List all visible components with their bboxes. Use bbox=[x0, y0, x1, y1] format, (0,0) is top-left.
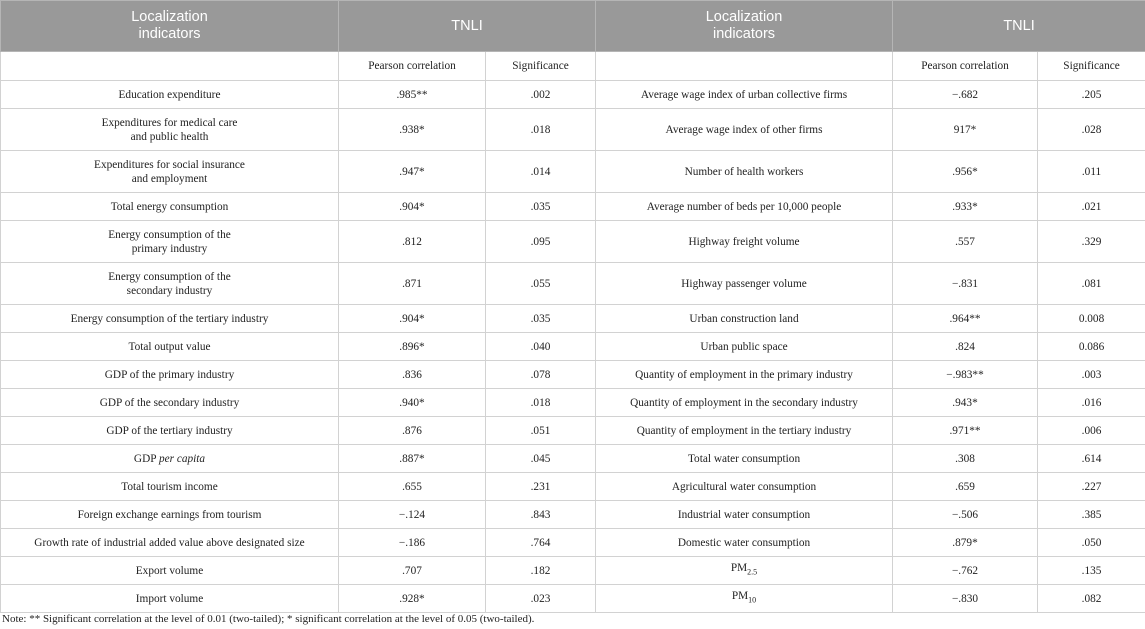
pearson-left: .871 bbox=[402, 277, 422, 290]
pearson-right: .956* bbox=[952, 165, 978, 178]
indicator-right-cell bbox=[596, 221, 893, 263]
significance-left: .014 bbox=[530, 165, 551, 178]
pearson-left: −.124 bbox=[398, 508, 426, 521]
table-row bbox=[1, 109, 1145, 151]
indicator-right-cell bbox=[596, 81, 893, 109]
pearson-left-cell bbox=[339, 389, 486, 417]
table-row bbox=[1, 529, 1145, 557]
table-row bbox=[1, 501, 1145, 529]
indicator-right: Average number of beds per 10,000 people bbox=[646, 200, 842, 213]
indicator-left-cell bbox=[1, 151, 339, 193]
pearson-left-cell bbox=[339, 81, 486, 109]
significance-right: .021 bbox=[1081, 200, 1102, 213]
subheader-significance-right: Significance bbox=[1038, 52, 1145, 81]
pearson-left-cell bbox=[339, 305, 486, 333]
significance-left: .095 bbox=[530, 235, 551, 248]
pearson-right-cell bbox=[893, 333, 1038, 361]
indicator-left-cell bbox=[1, 221, 339, 263]
indicator-left: Total output value bbox=[128, 340, 211, 353]
significance-left: .764 bbox=[530, 536, 551, 549]
significance-left-cell bbox=[486, 221, 596, 263]
pearson-left: .940* bbox=[399, 396, 425, 409]
significance-right-cell bbox=[1038, 585, 1145, 613]
pearson-left-cell bbox=[339, 585, 486, 613]
table-row bbox=[1, 333, 1145, 361]
indicator-right-cell bbox=[596, 557, 893, 585]
significance-right: 0.086 bbox=[1078, 340, 1105, 353]
indicator-right-cell bbox=[596, 151, 893, 193]
pearson-left: .896* bbox=[399, 340, 425, 353]
header-localization-indicators-right: Localization indicators bbox=[596, 1, 893, 52]
significance-left-cell bbox=[486, 585, 596, 613]
header-tnli-right: TNLI bbox=[893, 1, 1145, 52]
significance-left-cell bbox=[486, 109, 596, 151]
indicator-right: Domestic water consumption bbox=[677, 536, 811, 549]
indicator-left-cell bbox=[1, 109, 339, 151]
pearson-right-cell bbox=[893, 445, 1038, 473]
pearson-right-cell bbox=[893, 221, 1038, 263]
significance-left: .051 bbox=[530, 424, 551, 437]
indicator-left-cell bbox=[1, 305, 339, 333]
table-row bbox=[1, 151, 1145, 193]
indicator-right-cell bbox=[596, 389, 893, 417]
indicator-left-cell bbox=[1, 193, 339, 221]
subheader-empty-right bbox=[596, 52, 893, 81]
table-row bbox=[1, 361, 1145, 389]
significance-left: .023 bbox=[530, 592, 551, 605]
pearson-right: .933* bbox=[952, 200, 978, 213]
indicator-left-cell bbox=[1, 529, 339, 557]
pearson-right: 917* bbox=[953, 123, 977, 136]
pearson-left: .655 bbox=[402, 480, 422, 493]
table-row bbox=[1, 389, 1145, 417]
significance-left-cell bbox=[486, 529, 596, 557]
significance-right-cell bbox=[1038, 109, 1145, 151]
pearson-right-cell bbox=[893, 389, 1038, 417]
pearson-left: .938* bbox=[399, 123, 425, 136]
indicator-left: Export volume bbox=[135, 564, 204, 577]
indicator-right-cell bbox=[596, 417, 893, 445]
significance-right-cell bbox=[1038, 473, 1145, 501]
indicator-left-cell bbox=[1, 263, 339, 305]
significance-right-cell bbox=[1038, 151, 1145, 193]
significance-left: .035 bbox=[530, 200, 551, 213]
significance-right-cell bbox=[1038, 529, 1145, 557]
pearson-left: .904* bbox=[399, 200, 425, 213]
indicator-left: GDP of the tertiary industry bbox=[106, 424, 233, 437]
indicator-right-cell bbox=[596, 585, 893, 613]
significance-right: .011 bbox=[1081, 165, 1102, 178]
significance-left-cell bbox=[486, 193, 596, 221]
table-row bbox=[1, 81, 1145, 109]
indicator-right: Number of health workers bbox=[684, 165, 804, 178]
significance-left-cell bbox=[486, 417, 596, 445]
pearson-right: .308 bbox=[955, 452, 975, 465]
indicator-left: Import volume bbox=[135, 592, 204, 605]
pearson-right-cell bbox=[893, 361, 1038, 389]
pearson-left-cell bbox=[339, 557, 486, 585]
significance-right: .227 bbox=[1081, 480, 1102, 493]
significance-left-cell bbox=[486, 263, 596, 305]
significance-left-cell bbox=[486, 151, 596, 193]
indicator-right-cell bbox=[596, 361, 893, 389]
significance-right-cell bbox=[1038, 361, 1145, 389]
pearson-left: .812 bbox=[402, 235, 422, 248]
indicator-right-cell bbox=[596, 109, 893, 151]
indicator-right: Urban public space bbox=[700, 340, 788, 353]
significance-right: .016 bbox=[1081, 396, 1102, 409]
pearson-left-cell bbox=[339, 529, 486, 557]
table-row bbox=[1, 585, 1145, 613]
indicator-left-cell bbox=[1, 333, 339, 361]
indicator-right: Average wage index of other firms bbox=[665, 123, 823, 136]
pearson-right-cell bbox=[893, 193, 1038, 221]
subheader-row bbox=[1, 52, 1145, 81]
indicator-right-cell bbox=[596, 473, 893, 501]
indicator-right-cell bbox=[596, 263, 893, 305]
pearson-right-cell bbox=[893, 151, 1038, 193]
significance-left: .231 bbox=[530, 480, 551, 493]
significance-right: .614 bbox=[1081, 452, 1102, 465]
pearson-right-cell bbox=[893, 263, 1038, 305]
indicator-left: Growth rate of industrial added value above designated size bbox=[34, 536, 305, 549]
pearson-right-cell bbox=[893, 557, 1038, 585]
significance-left-cell bbox=[486, 389, 596, 417]
indicator-right-cell bbox=[596, 445, 893, 473]
indicator-left-cell bbox=[1, 417, 339, 445]
significance-right: .329 bbox=[1081, 235, 1102, 248]
significance-right: .135 bbox=[1081, 564, 1102, 577]
indicator-right: Highway freight volume bbox=[688, 235, 800, 248]
pearson-right: −.983** bbox=[946, 368, 984, 381]
indicator-right: Urban construction land bbox=[689, 312, 799, 325]
significance-left: .182 bbox=[530, 564, 551, 577]
table-row bbox=[1, 305, 1145, 333]
indicator-left-cell bbox=[1, 585, 339, 613]
pearson-right-cell bbox=[893, 585, 1038, 613]
header-localization-indicators-left: Localization indicators bbox=[1, 1, 339, 52]
table-row bbox=[1, 263, 1145, 305]
pearson-right: .879* bbox=[952, 536, 978, 549]
significance-right: .050 bbox=[1081, 536, 1102, 549]
significance-left-cell bbox=[486, 501, 596, 529]
significance-right: .081 bbox=[1081, 277, 1102, 290]
significance-right-cell bbox=[1038, 305, 1145, 333]
indicator-left-cell bbox=[1, 389, 339, 417]
significance-right: .003 bbox=[1081, 368, 1102, 381]
indicator-left: Education expenditure bbox=[118, 88, 221, 101]
significance-right-cell bbox=[1038, 81, 1145, 109]
header-row bbox=[1, 1, 1145, 52]
significance-right: .082 bbox=[1081, 592, 1102, 605]
significance-left: .018 bbox=[530, 396, 551, 409]
pearson-right-cell bbox=[893, 109, 1038, 151]
pearson-right: −.762 bbox=[951, 564, 979, 577]
significance-right-cell bbox=[1038, 417, 1145, 445]
table-row bbox=[1, 221, 1145, 263]
table-row bbox=[1, 193, 1145, 221]
pearson-left: .947* bbox=[399, 165, 425, 178]
pearson-right: −.830 bbox=[951, 592, 979, 605]
pearson-right: −.506 bbox=[951, 508, 979, 521]
pearson-left: .928* bbox=[399, 592, 425, 605]
significance-left-cell bbox=[486, 473, 596, 501]
indicator-right: $PM_{2.5}$ bbox=[730, 562, 758, 577]
indicator-right-cell bbox=[596, 501, 893, 529]
pearson-left: .904* bbox=[399, 312, 425, 325]
pearson-right-cell bbox=[893, 501, 1038, 529]
indicator-left-cell bbox=[1, 361, 339, 389]
significance-left: .055 bbox=[530, 277, 551, 290]
significance-right-cell bbox=[1038, 333, 1145, 361]
header-tnli-left: TNLI bbox=[339, 1, 596, 52]
significance-left-cell bbox=[486, 81, 596, 109]
pearson-left-cell bbox=[339, 445, 486, 473]
significance-left: .002 bbox=[530, 88, 551, 101]
indicator-left-cell bbox=[1, 473, 339, 501]
subheader-pearson-right: Pearson correlation bbox=[893, 52, 1038, 81]
indicator-right: Average wage index of urban collective firms bbox=[640, 88, 848, 101]
significance-right-cell bbox=[1038, 501, 1145, 529]
significance-right: 0.008 bbox=[1078, 312, 1105, 325]
indicator-left: GDP of the secondary industry bbox=[99, 396, 240, 409]
table-row bbox=[1, 417, 1145, 445]
significance-left: .078 bbox=[530, 368, 551, 381]
pearson-left-cell bbox=[339, 361, 486, 389]
pearson-left: .887* bbox=[399, 452, 425, 465]
indicator-left-cell bbox=[1, 81, 339, 109]
indicator-left-cell bbox=[1, 501, 339, 529]
significance-left: .035 bbox=[530, 312, 551, 325]
pearson-left-cell bbox=[339, 193, 486, 221]
pearson-left-cell bbox=[339, 109, 486, 151]
pearson-right: .824 bbox=[955, 340, 975, 353]
significance-left-cell bbox=[486, 557, 596, 585]
pearson-left-cell bbox=[339, 417, 486, 445]
significance-right: .205 bbox=[1081, 88, 1102, 101]
indicator-right: Industrial water consumption bbox=[677, 508, 811, 521]
subheader-significance-left: Significance bbox=[486, 52, 596, 81]
indicator-right: $PM_{10}$ bbox=[731, 590, 757, 605]
pearson-left-cell bbox=[339, 501, 486, 529]
significance-left: .843 bbox=[530, 508, 551, 521]
significance-left-cell bbox=[486, 361, 596, 389]
pearson-right-cell bbox=[893, 473, 1038, 501]
indicator-left: Total energy consumption bbox=[110, 200, 229, 213]
indicator-left: Expenditures for social insurance and employment bbox=[94, 158, 245, 185]
pearson-right: .943* bbox=[952, 396, 978, 409]
indicator-left: Total tourism income bbox=[121, 480, 218, 493]
pearson-left: −.186 bbox=[398, 536, 426, 549]
significance-left-cell bbox=[486, 305, 596, 333]
pearson-left-cell bbox=[339, 263, 486, 305]
indicator-left-cell bbox=[1, 557, 339, 585]
pearson-right: .964** bbox=[949, 312, 981, 325]
pearson-right-cell bbox=[893, 81, 1038, 109]
indicator-left: Energy consumption of the tertiary industry bbox=[70, 312, 269, 325]
pearson-left: .707 bbox=[402, 564, 422, 577]
significance-right-cell bbox=[1038, 193, 1145, 221]
pearson-left-cell bbox=[339, 473, 486, 501]
indicator-left: Energy consumption of the primary industry bbox=[108, 228, 231, 255]
pearson-right-cell bbox=[893, 305, 1038, 333]
indicator-right: Quantity of employment in the tertiary industry bbox=[636, 424, 852, 437]
table-row bbox=[1, 473, 1145, 501]
indicator-right-cell bbox=[596, 529, 893, 557]
indicator-right-cell bbox=[596, 193, 893, 221]
indicator-left: Energy consumption of the secondary industry bbox=[108, 270, 231, 297]
indicator-left: GDP of the primary industry bbox=[104, 368, 235, 381]
pearson-left: .876 bbox=[402, 424, 422, 437]
significance-right-cell bbox=[1038, 389, 1145, 417]
significance-left: .040 bbox=[530, 340, 551, 353]
pearson-left-cell bbox=[339, 333, 486, 361]
significance-right: .385 bbox=[1081, 508, 1102, 521]
table-row bbox=[1, 557, 1145, 585]
indicator-right: Quantity of employment in the primary industry bbox=[635, 368, 853, 381]
table-body bbox=[1, 81, 1145, 613]
indicator-left-cell bbox=[1, 445, 339, 473]
indicator-right: Total water consumption bbox=[687, 452, 801, 465]
pearson-right: −.682 bbox=[951, 88, 979, 101]
indicator-right: Quantity of employment in the secondary industry bbox=[630, 396, 858, 409]
pearson-left: .836 bbox=[402, 368, 422, 381]
significance-left: .045 bbox=[530, 452, 551, 465]
pearson-right-cell bbox=[893, 417, 1038, 445]
indicator-right-cell bbox=[596, 333, 893, 361]
pearson-right-cell bbox=[893, 529, 1038, 557]
indicator-right-cell bbox=[596, 305, 893, 333]
pearson-right: .659 bbox=[955, 480, 975, 493]
significance-right: .006 bbox=[1081, 424, 1102, 437]
significance-right-cell bbox=[1038, 263, 1145, 305]
pearson-left-cell bbox=[339, 221, 486, 263]
significance-right-cell bbox=[1038, 557, 1145, 585]
significance-left: .018 bbox=[530, 123, 551, 136]
subheader-pearson-left: Pearson correlation bbox=[339, 52, 486, 81]
pearson-left-cell bbox=[339, 151, 486, 193]
indicator-left: GDP per capita bbox=[133, 452, 206, 465]
pearson-right: .557 bbox=[955, 235, 975, 248]
table-footnote: Note: ** Significant correlation at the level of 0.01 (two-tailed); * significant correlation at the level of 0.05 (two-tailed). bbox=[2, 613, 535, 625]
indicator-right: Agricultural water consumption bbox=[671, 480, 817, 493]
significance-right-cell bbox=[1038, 221, 1145, 263]
significance-right: .028 bbox=[1081, 123, 1102, 136]
table-row bbox=[1, 445, 1145, 473]
significance-right-cell bbox=[1038, 445, 1145, 473]
pearson-right: −.831 bbox=[951, 277, 979, 290]
significance-left-cell bbox=[486, 333, 596, 361]
indicator-left: Expenditures for medical care and public health bbox=[101, 116, 238, 143]
subheader-empty-left bbox=[1, 52, 339, 81]
pearson-left: .985** bbox=[396, 88, 428, 101]
significance-left-cell bbox=[486, 445, 596, 473]
indicator-left: Foreign exchange earnings from tourism bbox=[77, 508, 262, 521]
indicator-right: Highway passenger volume bbox=[681, 277, 807, 290]
pearson-right: .971** bbox=[949, 424, 981, 437]
